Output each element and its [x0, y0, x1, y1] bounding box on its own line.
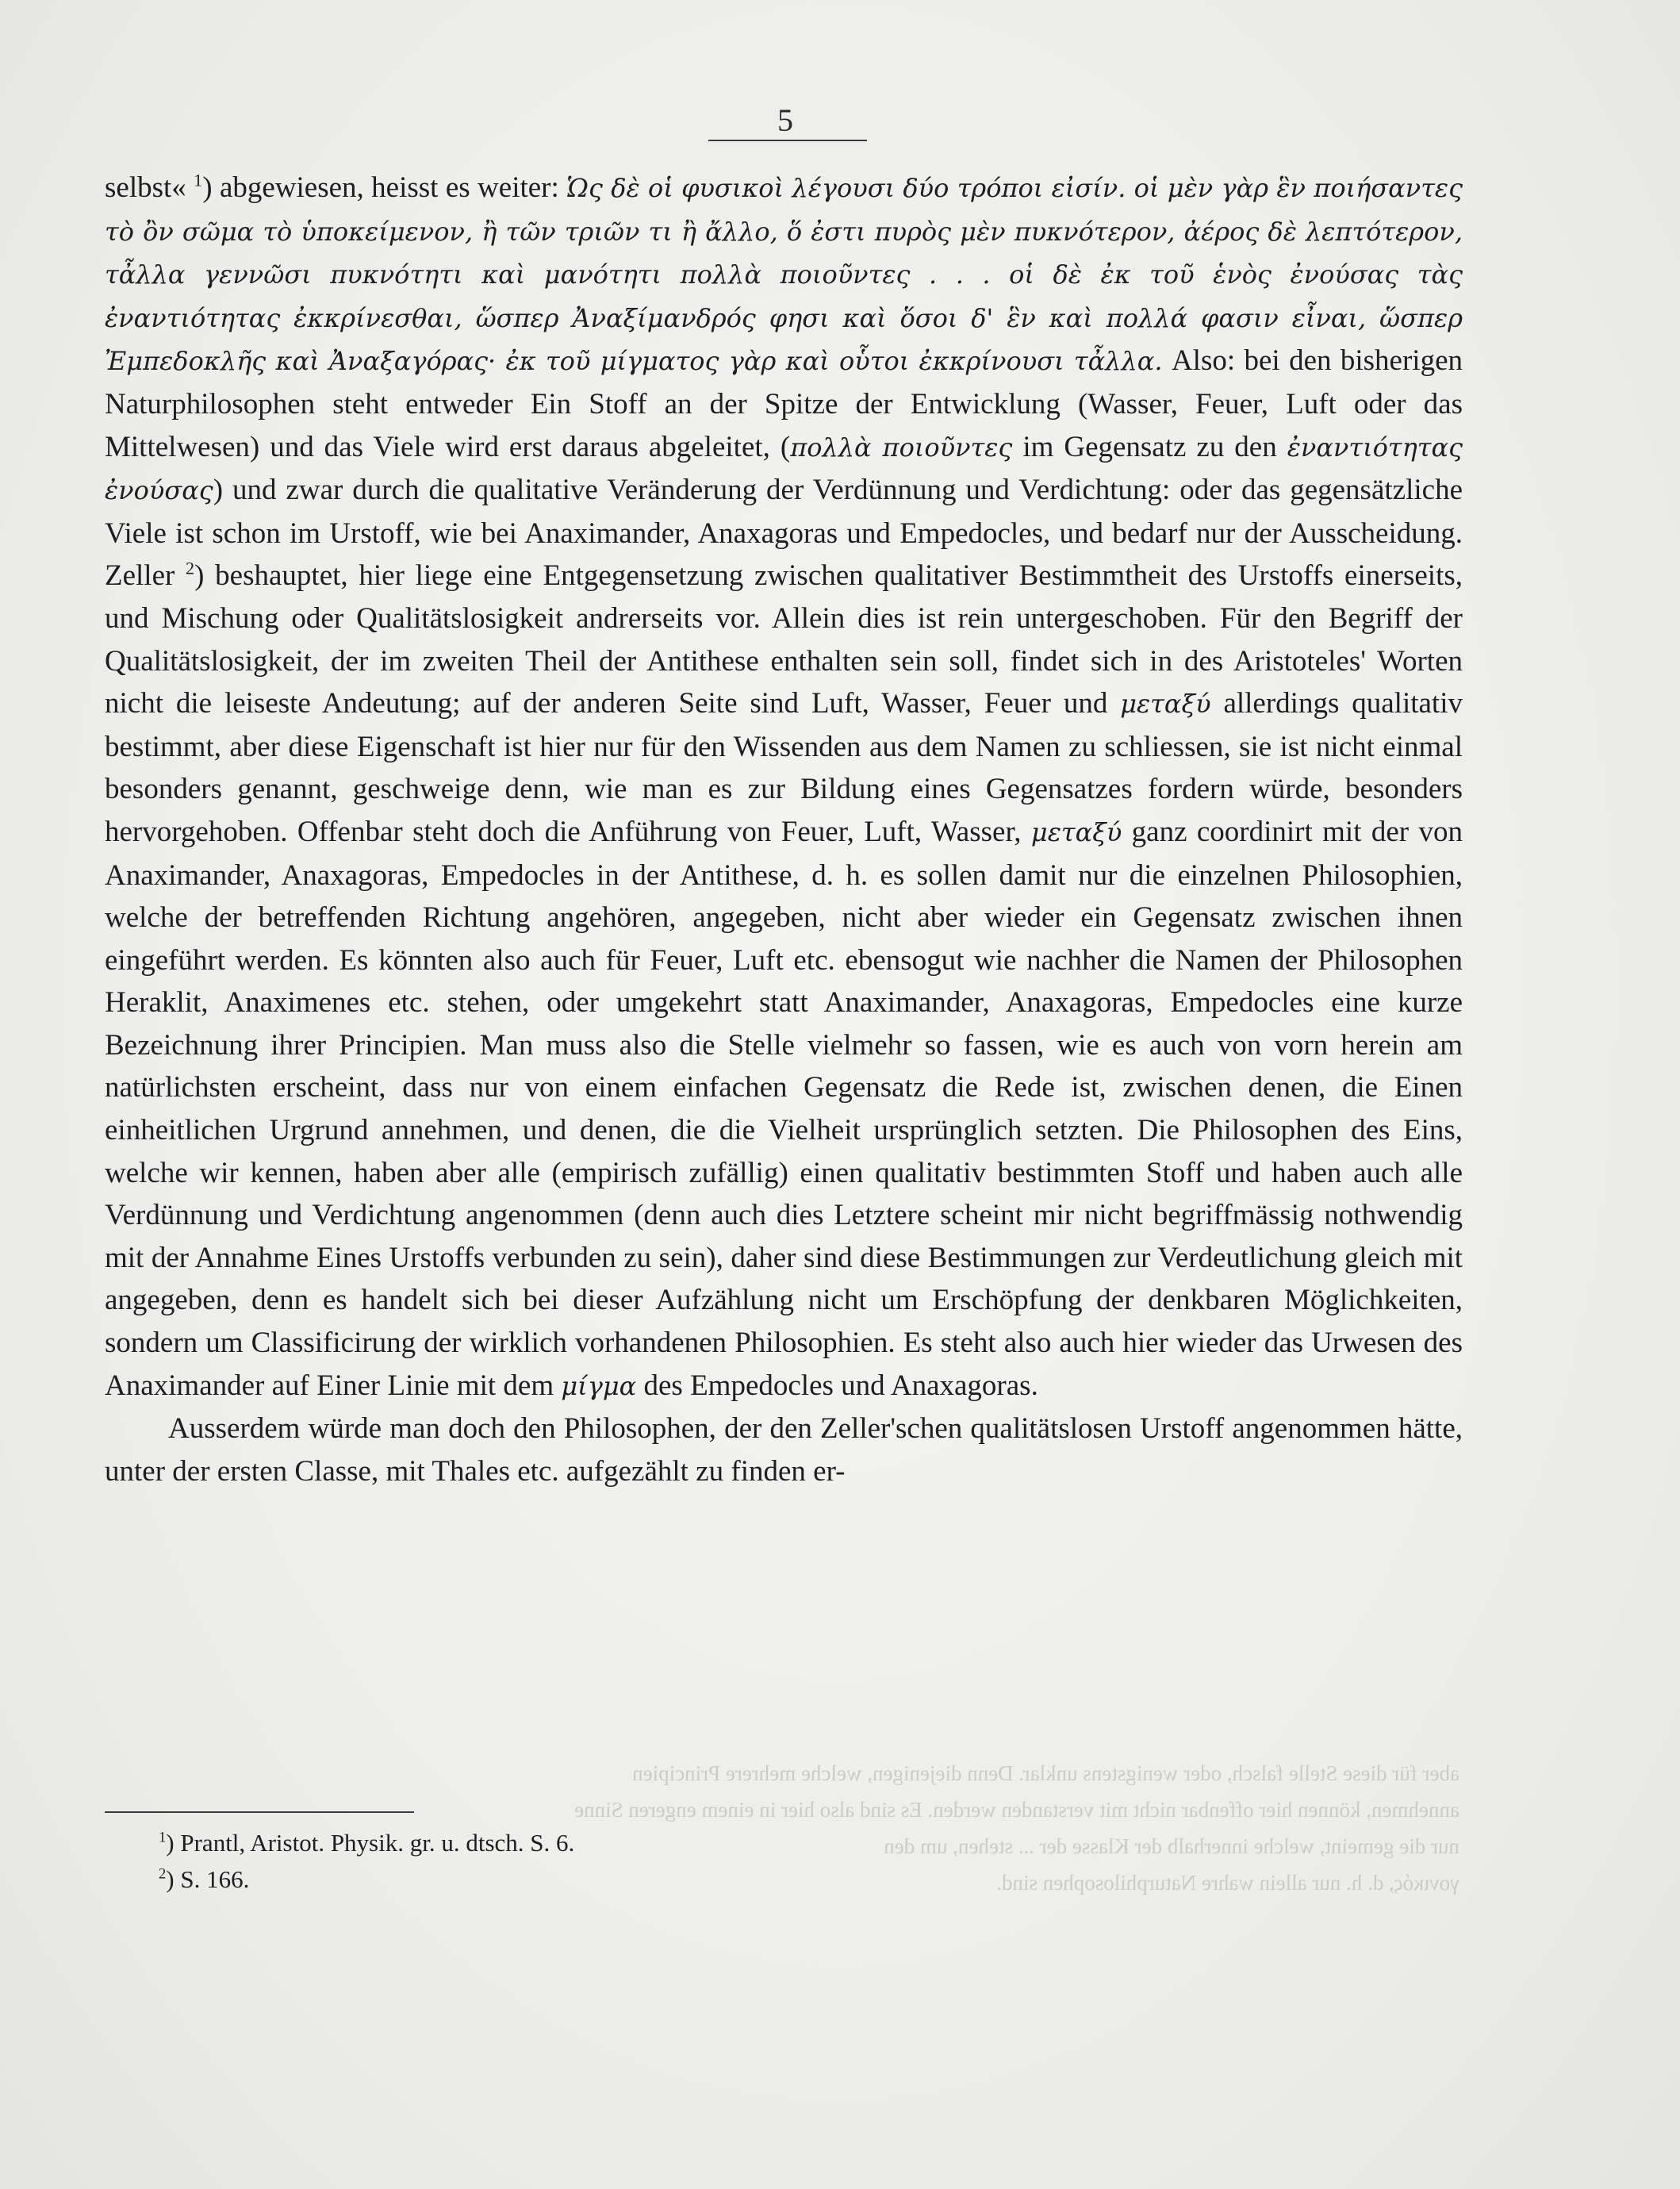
footnote-rule — [105, 1811, 414, 1813]
text-run: ) und zwar durch die qualitative Veränderung der Verdünnung und Verdichtung: oder das gegensätzliche Viele ist schon im Urstoff, wie bei Anaximander, Anaxagoras und Empedocles, und bedarf nur der Ausscheidung. Zeller — [105, 474, 1463, 593]
show-through-line: nur die gemeint, welche innerhalb der Klasse der ... stehen, um den — [884, 1834, 1459, 1858]
footnote-text: ) S. 166. — [166, 1865, 250, 1893]
footnote-mark: 2 — [159, 1865, 167, 1883]
footnote-reference: 2 — [186, 559, 195, 579]
greek-quotation: πολλὰ ποιοῦντες — [790, 432, 1013, 463]
main-text — [105, 167, 1463, 1492]
text-run: Also: bei den bisherigen Naturphilosophen steht entweder Ein Stoff an der Spitze der Entwicklung (Wasser, Feuer, Luft oder das Mittelwesen) und das Viele wird erst daraus abgeleitet, ( — [105, 344, 1463, 463]
footnote-text: ) Prantl, Aristot. Physik. gr. u. dtsch. S. 6. — [166, 1829, 575, 1857]
greek-quotation: ἐναντιότητας ἐνούσας — [105, 432, 1463, 506]
text-run: ) beshauptet, hier liege eine Entgegensetzung zwischen qualitativer Bestimmtheit des Urstoffs einerseits, und Mischung oder Qualitätslosigkeit andrerseits vor. Allein dies ist rein untergeschoben. Für den Begriff der Qualitätslosigkeit, der im zweiten Theil der Antithese enthalten sein soll, findet sich in des Aristoteles' Worten nicht die leiseste Andeutung; auf der anderen Seite sind Luft, Wasser, Feuer und — [105, 559, 1463, 720]
show-through-line: annehmen, können hier offenbar nicht mit verstanden werden. Es sind also hier in einem engeren Sinne — [574, 1798, 1459, 1822]
greek-quotation: μεταξύ — [1120, 689, 1211, 720]
text-run: des Empedocles und Anaxagoras. — [636, 1369, 1038, 1402]
footnote — [159, 1861, 1269, 1898]
footnote — [159, 1825, 1269, 1861]
show-through-line: γονικός, d. h. nur allein wahre Naturphilosophen sind. — [996, 1871, 1459, 1895]
text-run: Ausserdem würde man doch den Philosophen, der den Zeller'schen qualitätslosen Urstoff angenommen hätte, unter der ersten Classe, mit Thales etc. aufgezählt zu finden er- — [105, 1412, 1463, 1488]
page-number: 5 — [777, 102, 793, 138]
footnotes — [159, 1825, 1269, 1898]
greek-quotation: Ὡς δὲ οἱ φυσικοὶ λέγουσι δύο τρόποι εἰσίν. οἱ μὲν γὰρ ἓν ποιήσαντες τὸ ὂν σῶμα τὸ ὑποκείμενον, ἢ τῶν τριῶν τι ἢ ἄλλο, ὅ ἐστι πυρὸς μὲν πυκνότερον, ἀέρος δὲ λεπτότερον, τἆλλα γεννῶσι πυκνότητι καὶ μανότητι πολλὰ ποιοῦντες . . . οἱ δὲ ἐκ τοῦ ἑνὸς ἐνούσας τὰς ἐναντιότητας ἐκκρίνεσθαι, ὥσπερ Ἀναξίμανδρός φησι καὶ ὅσοι δ' ἓν καὶ πολλά φασιν εἶναι, ὥσπερ Ἐμπεδοκλῆς καὶ Ἀναξαγόρας· ἐκ τοῦ μίγματος γὰρ καὶ οὗτοι ἐκκρίνουσι τἆλλα. — [105, 173, 1463, 377]
text-run: im Gegensatz zu den — [1012, 430, 1287, 463]
text-run: ganz coordinirt mit der von Anaximander, Anaxagoras, Empedocles in der Antithese, d. h. es sollen damit nur die einzelnen Philosophien, welche der betreffenden Richtung angehören, angegeben, nicht aber wieder ein Gegensatz zwischen ihnen eingeführt werden. Es könnten also auch für Feuer, Luft etc. ebensogut wie nachher die Namen der Philosophen Heraklit, Anaximenes etc. stehen, oder umgekehrt statt Anaximander, Anaxagoras, Empedocles eine kurze Bezeichnung ihrer Principien. Man muss also die Stelle vielmehr so fassen, wie es auch von vorn herein am natürlichsten erscheint, dass nur von einem einfachen Gegensatz die Rede ist, zwischen denen, die Einen einheitlichen Urgrund annehmen, und denen, die die Vielheit ursprünglich setzten. Die Philosophen des Eins, welche wir kennen, haben aber alle (empirisch zufällig) einen qualitativ bestimmten Stoff und haben auch alle Verdünnung und Verdichtung angenommen (denn auch dies Letztere scheint mir nicht begriffmässig nothwendig mit der Annahme Eines Urstoffs verbunden zu sein), daher sind diese Bestimmungen zur Verdeutlichung gleich mit angegeben, denn es handelt sich bei dieser Aufzählung nicht um Erschöpfung der denkbaren Möglichkeiten, sondern um Classificirung der wirklich vorhandenen Philosophien. Es steht also auch hier wieder das Urwesen des Anaximander auf Einer Linie mit dem — [105, 815, 1463, 1402]
paragraph — [105, 167, 1463, 1407]
paragraph — [105, 1407, 1463, 1492]
footnote-reference: 1 — [194, 170, 203, 190]
show-through-line: aber für diese Stelle falsch, oder wenigstens unklar. Denn diejenigen, welche mehrere Principien — [632, 1761, 1459, 1785]
greek-quotation: μεταξύ — [1030, 816, 1122, 847]
text-run: allerdings qualitativ bestimmt, aber diese Eigenschaft ist hier nur für den Wissenden aus dem Namen zu schliessen, sie ist nicht einmal besonders genannt, geschweige denn, wie man es zur Bildung eines Gegensatzes fordern würde, besonders hervorgehoben. Offenbar steht doch die Anführung von Feuer, Luft, Wasser, — [105, 687, 1463, 848]
header-rule — [708, 140, 867, 141]
text-run: ) abgewiesen, heisst es weiter: — [202, 171, 567, 204]
footnote-mark: 1 — [159, 1829, 167, 1846]
text-run: selbst« — [105, 171, 194, 204]
greek-quotation: μίγμα — [561, 1370, 637, 1401]
